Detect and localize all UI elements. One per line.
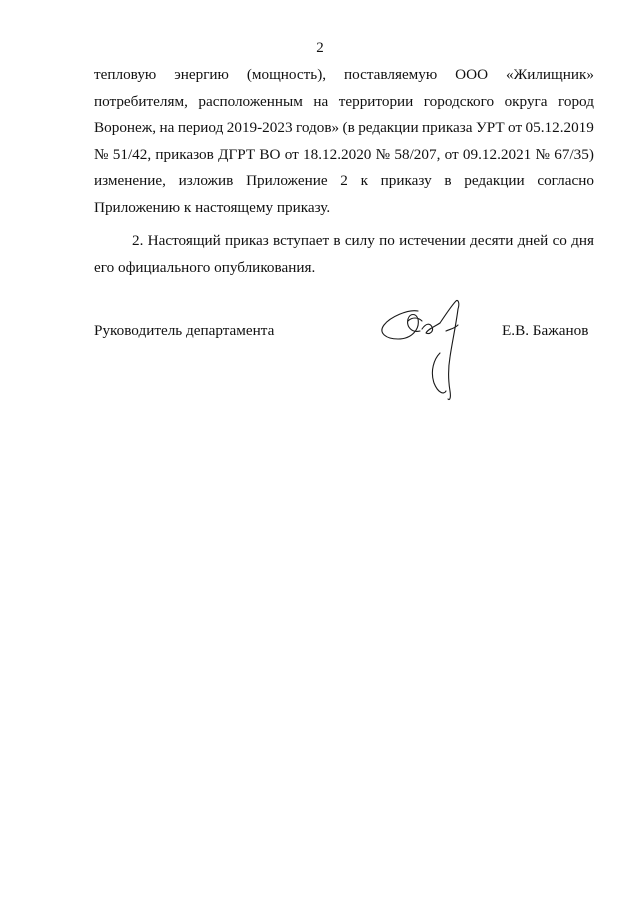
word: по [379, 232, 395, 249]
word: изменение, [94, 172, 166, 189]
word: 18.12.2020 [303, 145, 372, 163]
paragraph-1-line-1 [94, 62, 594, 89]
handwritten-signature [378, 295, 488, 410]
paragraph-1-line-2 [94, 89, 594, 116]
word: на [313, 92, 329, 110]
paragraph-1-line-6: Приложению к настоящему приказу. [94, 198, 331, 216]
word: 09.12.2021 [462, 145, 532, 163]
word: 2 [340, 172, 348, 189]
paragraph-gap [94, 221, 594, 228]
paragraph-2-line-1 [94, 228, 594, 255]
signatory-title: Руководитель департамента [94, 322, 275, 339]
word: № [535, 145, 550, 163]
word: городского [423, 92, 495, 110]
word: от [284, 145, 299, 163]
word: (в [342, 119, 355, 136]
word: 2. [132, 232, 144, 249]
paragraph-2-line-2: его официального опубликования. [94, 258, 316, 276]
word: приказа [422, 119, 473, 136]
word: 05.12.2019 [525, 119, 594, 136]
word: изложив [178, 172, 234, 189]
word: к [360, 172, 368, 189]
word: ДГРТ [218, 145, 256, 163]
word: приказов [155, 145, 214, 163]
word: Приложение [246, 172, 328, 189]
signatory-name: Е.В. Бажанов [502, 322, 589, 339]
word: согласно [537, 172, 594, 189]
word: «Жилищник» [506, 66, 594, 83]
word: дней [517, 232, 549, 249]
paragraph-1-line-4 [94, 142, 594, 169]
word: на [159, 119, 175, 136]
word: ВО [259, 145, 281, 163]
word: (мощность), [246, 66, 327, 83]
word: 51/42, [112, 145, 152, 163]
paragraph-1-line-3 [94, 115, 594, 142]
paragraph-1-line-5 [94, 168, 594, 195]
word: Настоящий [147, 232, 221, 249]
word: № [94, 145, 109, 163]
word: 2019-2023 [226, 119, 293, 136]
word: от [508, 119, 523, 136]
word: Воронеж, [94, 119, 157, 136]
word: ООО [455, 66, 489, 83]
word: округа [504, 92, 548, 110]
word: редакции [464, 172, 525, 189]
word: период [177, 119, 224, 136]
word: 58/207, [394, 145, 441, 163]
word: энергию [174, 66, 229, 83]
word: приказу [380, 172, 432, 189]
word: силу [344, 232, 375, 249]
word: 67/35) [554, 145, 594, 163]
word: тепловую [94, 66, 157, 83]
word: со [552, 232, 567, 249]
word: десяти [469, 232, 514, 249]
word: расположенным [198, 92, 303, 110]
page-number: 2 [316, 40, 324, 56]
word: в [333, 232, 341, 249]
document-body [94, 62, 594, 281]
word: город [558, 92, 594, 110]
word: от [444, 145, 459, 163]
word: приказ [225, 232, 269, 249]
word: истечении [399, 232, 466, 249]
paragraph-2 [94, 228, 594, 281]
paragraph-1 [94, 62, 594, 221]
word: территории [338, 92, 414, 110]
word: № [375, 145, 391, 163]
word: дня [571, 232, 594, 249]
word: в [444, 172, 452, 189]
word: УРТ [475, 119, 505, 136]
word: вступает [273, 232, 330, 249]
word: поставляемую [344, 66, 438, 83]
word: потребителям, [94, 92, 188, 110]
word: годов» [296, 119, 340, 136]
word: редакции [358, 119, 419, 136]
